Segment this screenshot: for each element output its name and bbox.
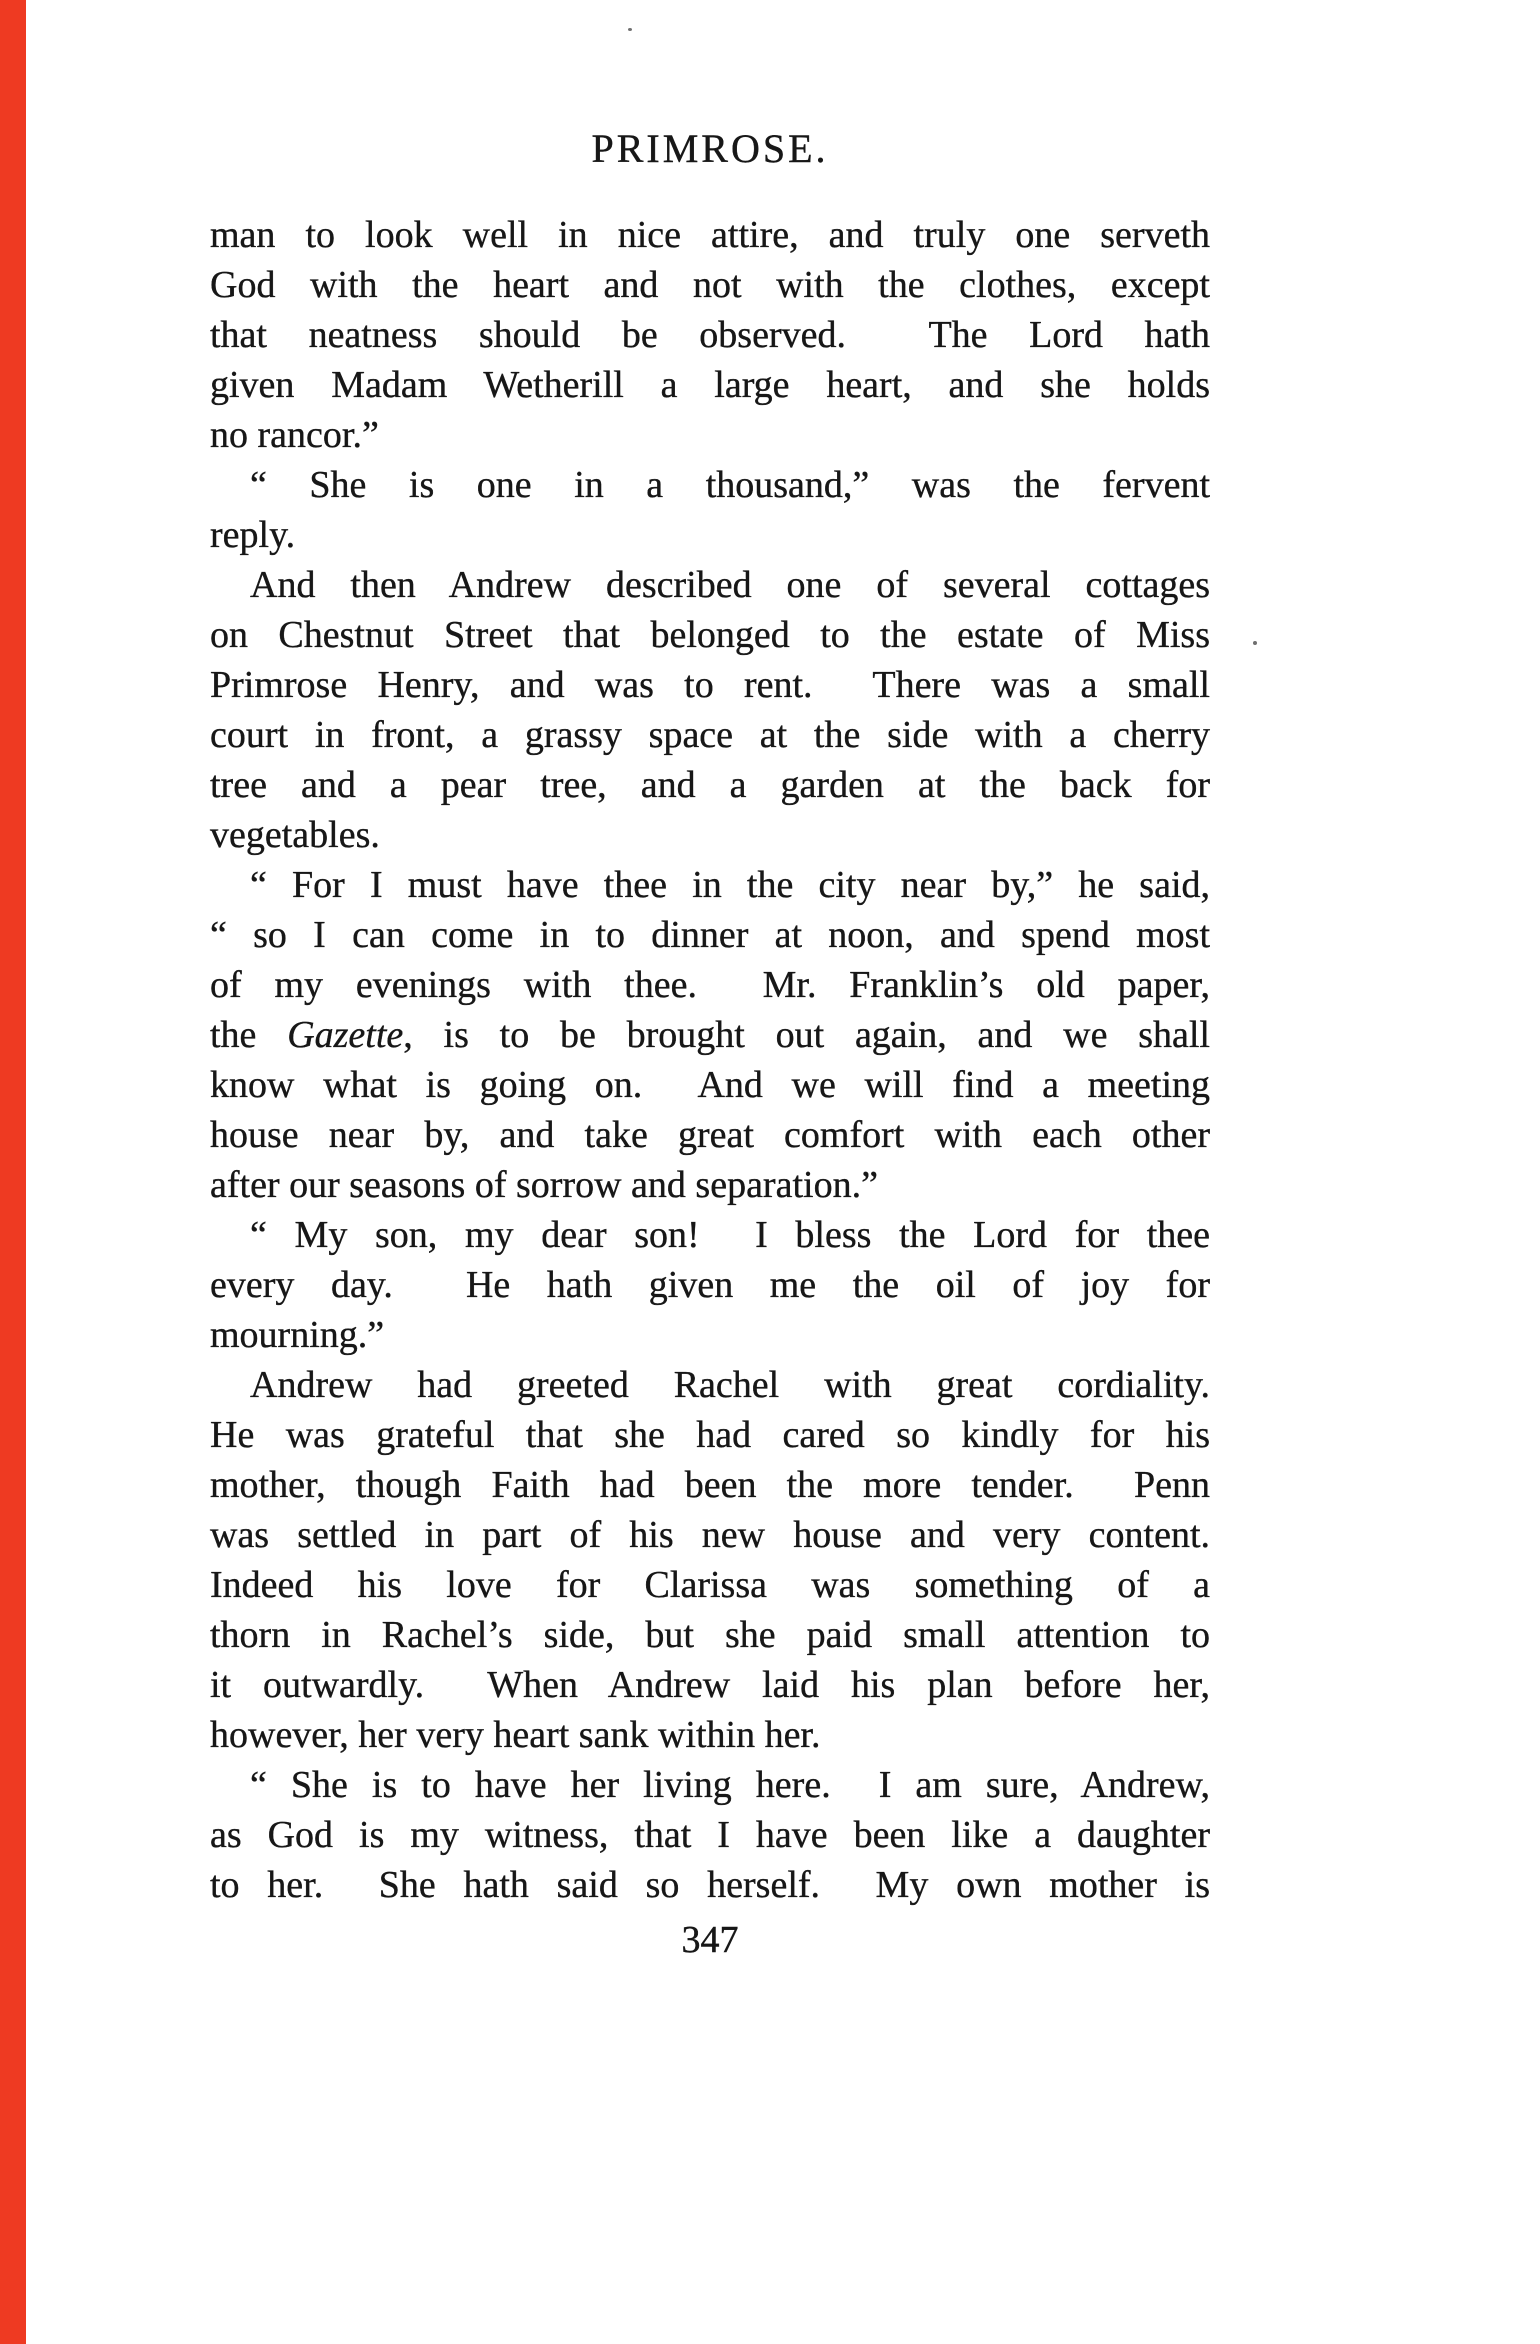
- text-line: “ My son, my dear son! I bless the Lord for thee: [250, 1214, 1210, 1256]
- text-line: man to look well in nice attire, and truly one serveth: [210, 214, 1210, 256]
- text-line: to her. She hath said so herself. My own mother is: [210, 1864, 1210, 1906]
- italic-text: Gazette: [287, 1014, 404, 1056]
- text-line: “ For I must have thee in the city near by,” he said,: [250, 864, 1210, 906]
- text-segment: , is to be brought out again, and we shall: [403, 1014, 1210, 1056]
- text-line: [210, 1010, 1210, 1060]
- text-line: vegetables.: [210, 814, 380, 856]
- body-text: [210, 210, 1210, 1910]
- text-line: however, her very heart sank within her.: [210, 1714, 821, 1756]
- scan-speck: [628, 28, 632, 31]
- text-line: on Chestnut Street that belonged to the estate of Miss: [210, 614, 1210, 656]
- text-line: given Madam Wetherill a large heart, and she holds: [210, 364, 1210, 406]
- page-number: 347: [681, 1919, 739, 1961]
- text-line: every day. He hath given me the oil of joy for: [210, 1264, 1210, 1306]
- scan-edge-stripe: [0, 0, 26, 2344]
- text-line: after our seasons of sorrow and separation.”: [210, 1164, 878, 1206]
- text-line: God with the heart and not with the clothes, except: [210, 264, 1210, 306]
- text-line: know what is going on. And we will find a meeting: [210, 1064, 1210, 1106]
- text-line: Indeed his love for Clarissa was something of a: [210, 1564, 1210, 1606]
- text-segment: the: [210, 1014, 288, 1056]
- text-line: thorn in Rachel’s side, but she paid small attention to: [210, 1614, 1210, 1656]
- text-line: house near by, and take great comfort with each other: [210, 1114, 1210, 1156]
- text-line: Andrew had greeted Rachel with great cordiality.: [250, 1364, 1210, 1406]
- text-line: as God is my witness, that I have been like a daughter: [210, 1814, 1210, 1856]
- scan-speck: [1253, 641, 1257, 645]
- text-line: tree and a pear tree, and a garden at the back for: [210, 764, 1210, 806]
- text-line: He was grateful that she had cared so kindly for his: [210, 1414, 1210, 1456]
- text-line: mother, though Faith had been the more tender. Penn: [210, 1464, 1210, 1506]
- text-line: Primrose Henry, and was to rent. There was a small: [210, 664, 1210, 706]
- text-line: was settled in part of his new house and very content.: [210, 1514, 1210, 1556]
- text-line: of my evenings with thee. Mr. Franklin’s old paper,: [210, 964, 1210, 1006]
- text-line: court in front, a grassy space at the side with a cherry: [210, 714, 1210, 756]
- text-line: “ She is one in a thousand,” was the fervent: [250, 464, 1210, 506]
- text-line: it outwardly. When Andrew laid his plan before her,: [210, 1664, 1210, 1706]
- text-line: reply.: [210, 514, 296, 556]
- text-line: mourning.”: [210, 1314, 385, 1356]
- text-line: no rancor.”: [210, 414, 379, 456]
- text-line: And then Andrew described one of several cottages: [250, 564, 1210, 606]
- text-line: “ so I can come in to dinner at noon, and spend most: [210, 914, 1210, 956]
- running-header: PRIMROSE.: [591, 126, 829, 171]
- text-line: that neatness should be observed. The Lord hath: [210, 314, 1210, 356]
- text-line: “ She is to have her living here. I am sure, Andrew,: [250, 1764, 1210, 1806]
